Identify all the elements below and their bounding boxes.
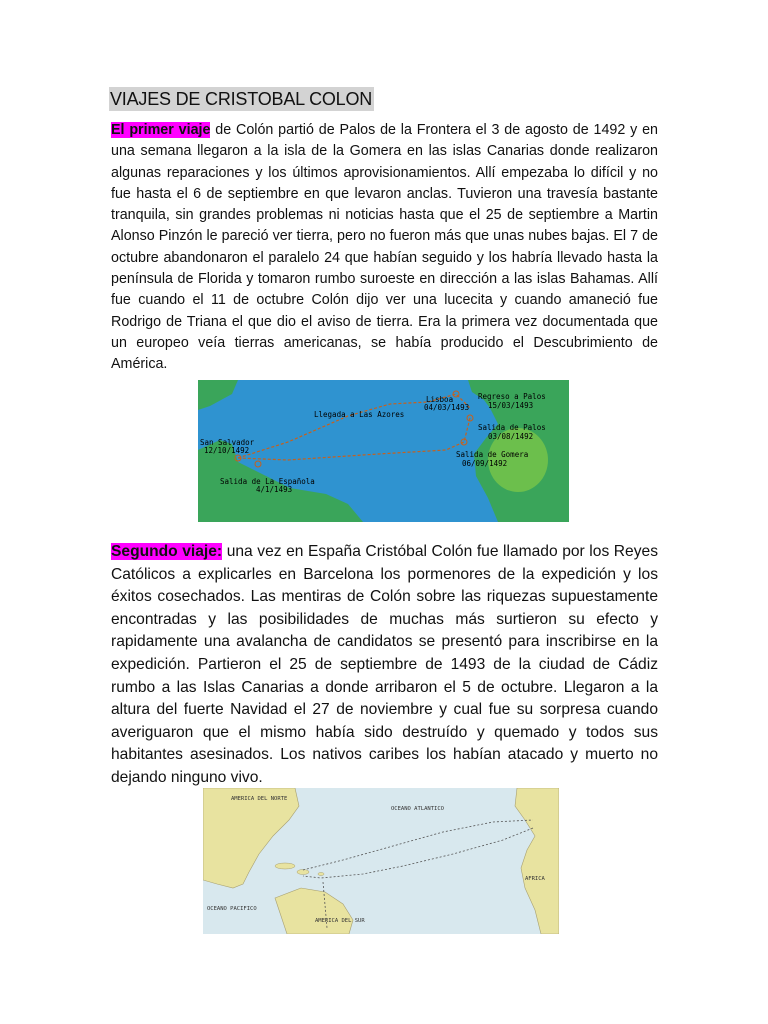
label-africa: AFRICA (525, 876, 545, 882)
label-sansalvador: San Salvador (200, 438, 255, 447)
label-palos: Salida de Palos (478, 423, 546, 432)
label-regreso-date: 15/03/1493 (488, 401, 534, 410)
heading-second-voyage: Segundo viaje: (111, 543, 223, 560)
label-oceano-pacifico: OCEANO PACIFICO (207, 906, 257, 912)
text-first-voyage: de Colón partió de Palos de la Frontera el 3 de agosto de 1492 y en una semana llegaron a la isla de la Gomera en las islas Canarias donde realizaron algunas reparaciones y los últimos aprovisionamientos. Allí empezaba lo difícil y no fue hasta el 6 de septiembre en que levaron anclas. Tuvieron una travesía bastante tranquila, sin grandes problemas ni noticias hasta que el 25 de septiembre a Martin Alonso Pinzón le pareció ver tierra, pero no fueron más que unas nubes bajas. El 7 de octubre abandonaron el paralelo 24 que habían seguido y los habría llevado hasta la península de Florida y tomaron rumbo suroeste en dirección a las islas Bahamas. Allí fue cuando el 11 de octubre Colón dijo ver una lucecita y cuando amaneció fue Rodrigo de Triana el que dio el aviso de tierra. Era la primera vez documentada que un europeo veía tierras americanas, se había producido el Descubrimiento de América. (111, 122, 659, 373)
label-america-sur: AMERICA DEL SUR (315, 918, 365, 924)
document-title: VIAJES DE CRISTOBAL COLON (110, 89, 373, 109)
label-oceano-atlantico: OCEANO ATLANTICO (391, 806, 444, 812)
map2-island-cuba (275, 863, 295, 869)
label-lisboa-date: 04/03/1493 (424, 403, 470, 412)
label-espanola: Salida de La Española (220, 477, 315, 486)
label-azores: Llegada a Las Azores (314, 410, 405, 419)
label-gomera: Salida de Gomera (456, 450, 529, 459)
label-gomera-date: 06/09/1492 (462, 459, 508, 468)
label-palos-date: 03/08/1492 (488, 432, 534, 441)
text-second-voyage: una vez en España Cristóbal Colón fue llamado por los Reyes Católicos a explicarles en Barcelona los pormenores de la expedición y los éxitos cosechados. Las mentiras de Colón sobre las riquezas supuestamente encontradas y las posibilidades de muchas más surtieron su efecto y rapidamente una avalancha de candidatos se presentó para inscribirse en la expedición. Partieron el 25 de septiembre de 1493 de la ciudad de Cádiz rumbo a las Islas Canarias a donde arribaron el 5 de octubre. Llegaron a la altura del fuerte Navidad el 27 de noviembre y cual fue su sorpresa cuando averiguaron que el mismo había sido destruído y quemado y todos sus habitantes asesinados. Los nativos caribes los habían atacado y muerto no dejando ninguno vivo. (111, 543, 658, 786)
label-regreso: Regreso a Palos (478, 392, 546, 401)
first-voyage-map (198, 380, 569, 522)
label-sansalvador-date: 12/10/1492 (204, 446, 250, 455)
map2-island-puertorico (318, 873, 324, 876)
paragraph-second-voyage (111, 541, 658, 790)
map2-island-espanola (297, 870, 309, 875)
label-espanola-date: 4/1/1493 (256, 485, 293, 494)
label-america-norte: AMERICA DEL NORTE (231, 796, 288, 802)
paragraph-first-voyage (111, 120, 658, 376)
label-lisboa: Lisboa (426, 395, 454, 404)
heading-first-voyage: El primer viaje (111, 122, 211, 138)
second-voyage-map (203, 788, 559, 934)
